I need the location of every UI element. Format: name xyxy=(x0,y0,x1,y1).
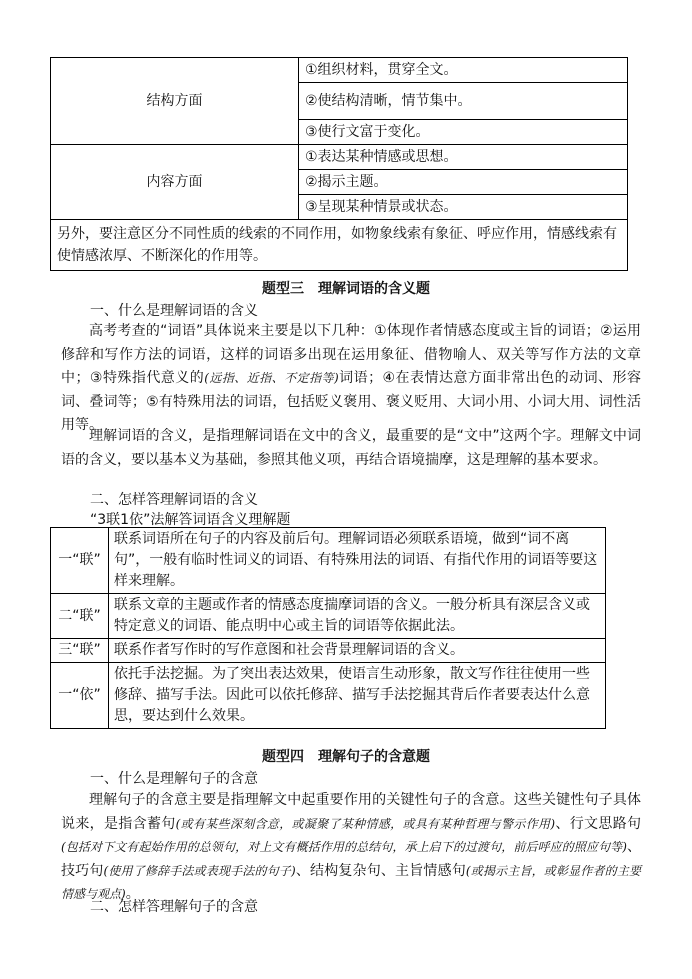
subheading: 一、什么是理解句子的含意 xyxy=(90,771,258,787)
section-3-title: 题型三 理解词语的含义题 xyxy=(262,281,430,297)
table-row xyxy=(51,58,628,83)
item-cell: ①组织材料，贯穿全文。 xyxy=(299,58,628,83)
clue-function-table xyxy=(50,57,628,271)
method-label: 二“联” xyxy=(51,594,109,639)
method-text: 联系词语所在句子的内容及前后句。理解词语必须联系语境，做到“词不离句”，一般有临时性词义的词语、有特殊用法的词语、有指代作用的词语等要这样来理解。 xyxy=(109,528,606,594)
subheading: 二、怎样答理解词语的含义 xyxy=(90,492,258,508)
method-label: 一“联” xyxy=(51,528,109,594)
category-cell: 内容方面 xyxy=(51,145,299,220)
subheading: 二、怎样答理解句子的含意 xyxy=(90,899,258,915)
method-text: 联系文章的主题或作者的情感态度揣摩词语的含义。一般分析具有深层含义或特定意义的词语、能点明中心或主旨的词语等依据此法。 xyxy=(109,594,606,639)
table-row xyxy=(51,594,606,639)
item-cell: ②使结构清晰，情节集中。 xyxy=(299,83,628,120)
method-label: 一“依” xyxy=(51,663,109,729)
table-row xyxy=(51,663,606,729)
table-row xyxy=(51,528,606,594)
paragraph: 高考考查的“词语”具体说来主要是以下几种：①体现作者情感态度或主旨的词语；②运用修辞和写作方法的词语，这样的词语多出现在运用象征、借物喻人、双关等写作方法的文章中；③特殊指代意义的(远指、近指、不定指等)词语；④在表情达意方面非常出色的动词、形容词、叠词等；⑤有特殊用法的词语，包括贬义褒用、褒义贬用、大词小用、小词大用、词性活用等。 xyxy=(61,323,641,433)
paragraph: 理解句子的含意主要是指理解文中起重要作用的关键性句子的含意。这些关键性句子具体说来，是指含蓄句(或有某些深刻含意，或凝聚了某种情感，或具有某种哲理与警示作用)、行文思路句(包括对下文有起始作用的总领句，对上文有概括作用的总结句，承上启下的过渡句，前后呼应的照应句等)、技巧句(使用了修辞手法或表现手法的句子)、结构复杂句、主旨情感句(或揭示主旨，或彰显作者的主要情感与观点)。 xyxy=(61,792,642,902)
table-row xyxy=(51,145,628,170)
table-row xyxy=(51,220,628,271)
method-title: “3联1依”法解答词语含义理解题 xyxy=(90,512,291,528)
method-label: 三“联” xyxy=(51,639,109,663)
item-cell: ①表达某种情感或思想。 xyxy=(299,145,628,170)
section-4-title: 题型四 理解句子的含意题 xyxy=(262,749,430,765)
method-table xyxy=(50,527,606,729)
table-row xyxy=(51,639,606,663)
item-cell: ③呈现某种情景或状态。 xyxy=(299,195,628,220)
note-cell: 另外，要注意区分不同性质的线索的不同作用，如物象线索有象征、呼应作用，情感线索有使情感浓厚、不断深化的作用等。 xyxy=(51,220,628,271)
method-text: 联系作者写作时的写作意图和社会背景理解词语的含义。 xyxy=(109,639,606,663)
item-cell: ③使行文富于变化。 xyxy=(299,120,628,145)
method-text: 依托手法挖掘。为了突出表达效果，使语言生动形象，散文写作往往使用一些修辞、描写手法。因此可以依托修辞、描写手法挖掘其背后作者要表达什么意思，要达到什么效果。 xyxy=(109,663,606,729)
paragraph: 理解词语的含义，是指理解词语在文中的含义，最重要的是“文中”这两个字。理解文中词语的含义，要以基本义为基础，参照其他义项，再结合语境揣摩，这是理解的基本要求。 xyxy=(61,428,641,468)
category-cell: 结构方面 xyxy=(51,58,299,145)
item-cell: ②揭示主题。 xyxy=(299,170,628,195)
subheading: 一、什么是理解词语的含义 xyxy=(90,303,258,319)
